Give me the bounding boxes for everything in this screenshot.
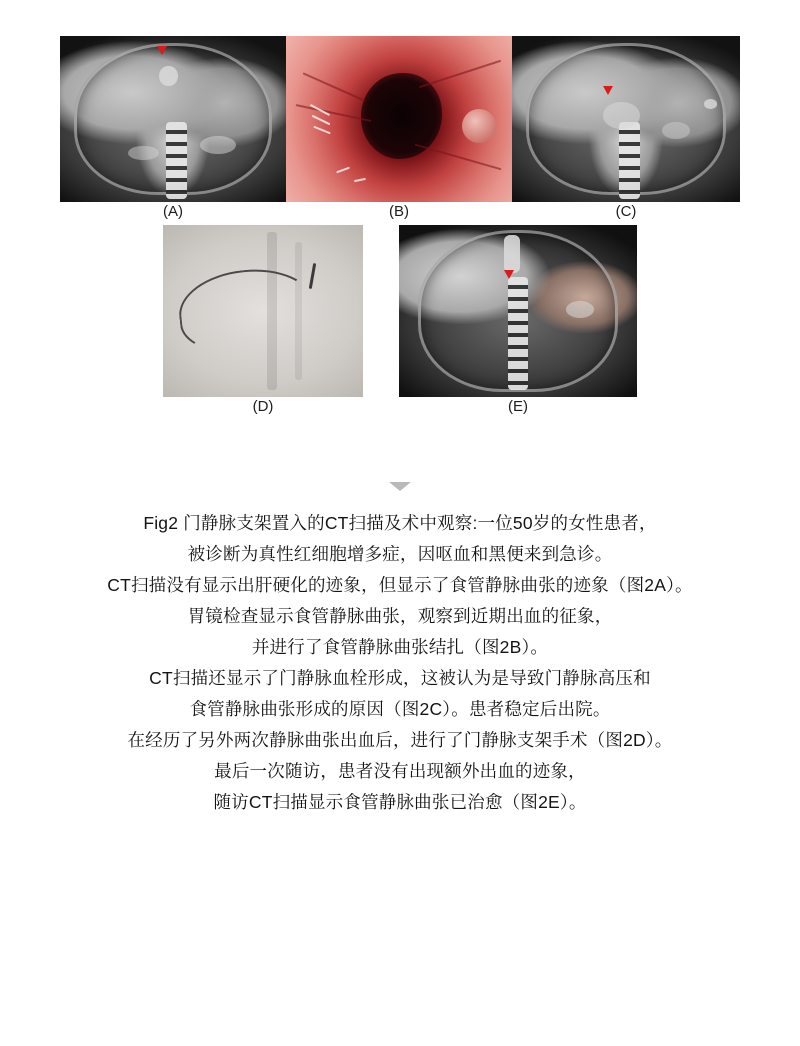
- figure-caption: [0, 508, 800, 818]
- figure-panel-d-image: [163, 225, 363, 397]
- figure-panel-e-image: [399, 225, 637, 397]
- panel-label-a: (A): [163, 203, 183, 220]
- mucosa-fold: [296, 104, 372, 122]
- vessel-structure: [704, 99, 718, 109]
- panel-label-b: (B): [389, 203, 409, 220]
- portal-vein-stent: [504, 235, 521, 273]
- caption-line: 在经历了另外两次静脉曲张出血后，进行了门静脉支架手术（图2D）。: [127, 730, 673, 750]
- caption-line: 最后一次随访，患者没有出现额外出血的迹象，: [214, 761, 586, 781]
- esophageal-lumen: [361, 73, 442, 159]
- ligation-band: [354, 178, 366, 182]
- spine-structure: [619, 122, 640, 198]
- caption-line: CT扫描还显示了门静脉血栓形成，这被认为是导致门静脉高压和: [149, 668, 651, 688]
- caption-line: 胃镜检查显示食管静脉曲张，观察到近期出血的征象，: [187, 606, 613, 626]
- red-arrow-marker-icon: [157, 46, 167, 55]
- vessel-structure: [200, 136, 236, 154]
- guidewire-tip: [309, 263, 316, 289]
- panel-label-c: (C): [615, 203, 637, 220]
- caption-line: 随访CT扫描显示食管静脉曲张已治愈（图2E）。: [213, 792, 587, 812]
- caption-line: 并进行了食管静脉曲张结扎（图2B）。: [251, 637, 549, 657]
- mucosa-fold: [414, 143, 501, 170]
- ligation-band: [311, 115, 330, 126]
- mucosa-fold: [302, 72, 365, 101]
- figure-panel-c-image: [512, 36, 740, 202]
- red-arrow-marker-icon: [603, 86, 613, 95]
- endoscope-light-reflection: [462, 109, 496, 143]
- vessel-structure: [662, 122, 689, 139]
- figure-row-bottom: [163, 225, 637, 397]
- caption-line: CT扫描没有显示出肝硬化的迹象，但显示了食管静脉曲张的迹象（图2A）。: [107, 575, 693, 595]
- ligation-band: [336, 166, 350, 173]
- ligation-band: [313, 126, 330, 135]
- red-arrow-marker-icon: [504, 270, 514, 279]
- figure-row-top: [60, 36, 740, 202]
- panel-label-d: (D): [252, 398, 274, 415]
- spine-structure: [166, 122, 186, 198]
- caption-line: Fig2 门静脉支架置入的CT扫描及术中观察:一位50岁的女性患者，: [143, 513, 657, 533]
- caption-line: 食管静脉曲张形成的原因（图2C）。患者稳定后出院。: [189, 699, 611, 719]
- vessel-structure: [159, 66, 177, 86]
- portal-vein-thrombus: [603, 102, 639, 129]
- vessel-structure: [566, 301, 595, 318]
- spine-structure: [508, 277, 527, 391]
- panel-label-e: (E): [508, 398, 528, 415]
- section-divider-triangle-icon: [389, 482, 411, 491]
- figure-panel-b-image: [286, 36, 512, 202]
- mucosa-fold: [419, 59, 501, 87]
- figure-panel-a-image: [60, 36, 286, 202]
- caption-line: 被诊断为真性红细胞增多症，因呕血和黑便来到急诊。: [187, 544, 613, 564]
